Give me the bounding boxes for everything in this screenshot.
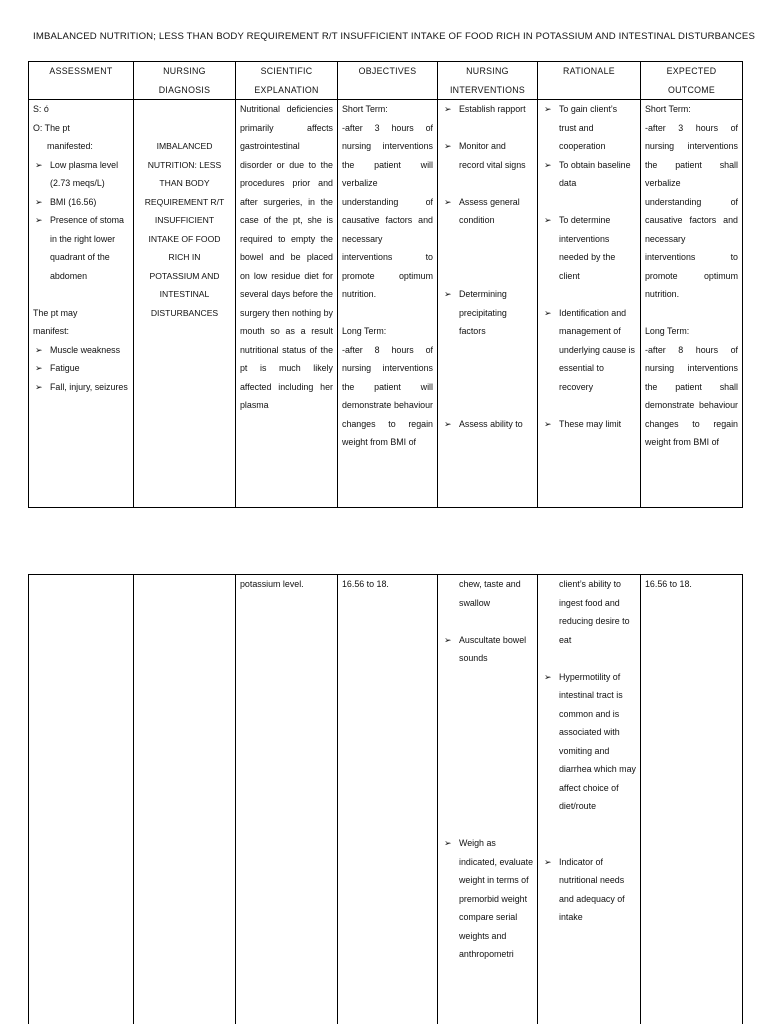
may-manifest-list	[33, 341, 129, 397]
rationale-cell	[538, 575, 641, 1024]
arrow-bullet-icon: ➢	[544, 671, 552, 682]
rationale-cell	[538, 100, 641, 508]
arrow-bullet-icon: ➢	[544, 159, 552, 170]
rationale-list	[542, 100, 636, 433]
interventions-list	[442, 100, 533, 433]
diagnosis-cell	[134, 575, 236, 1024]
list-item: ➢ These may limit	[542, 415, 636, 434]
arrow-bullet-icon: ➢	[544, 856, 552, 867]
long-term-outcome: -after 8 hours of nursing interventions the patient shall demonstrate behaviour changes to regain weight from BMI of	[645, 344, 738, 447]
diagnosis-line: POTASSIUM AND	[149, 270, 220, 281]
care-plan-table-page-1	[28, 61, 743, 508]
arrow-bullet-icon: ➢	[444, 289, 452, 299]
header-nursing-diagnosis: NURSING DIAGNOSIS	[134, 62, 236, 100]
list-item: ➢ Indicator of nutritional needs and adequacy of intake	[542, 853, 636, 927]
list-item: ➢ To gain client’s trust and cooperation	[542, 100, 636, 156]
diagnosis-cell	[134, 100, 236, 508]
diagnosis-line: THAN BODY	[159, 178, 210, 188]
scientific-explanation-text: potassium level.	[240, 579, 304, 589]
arrow-bullet-icon: ➢	[35, 159, 43, 170]
list-item: ➢ Fatigue	[33, 359, 129, 378]
long-term-label: Long Term:	[645, 326, 690, 336]
scientific-explanation-cell	[236, 575, 338, 1024]
interventions-cell	[438, 575, 538, 1024]
list-item: ➢ Low plasma level (2.73 meqs/L)	[33, 156, 129, 193]
list-item: ➢ Monitor and record vital signs	[442, 137, 533, 174]
scientific-explanation-text: Nutritional deficiencies primarily affects gastrointestinal disorder or due to the procedures prior and after surgeries, in the case of the pt, she is required to empty the bowel and be placed on low residue diet for several days before the surgery then nothing by mouth so as a result nutritional status of the pt is much likely affected including her plasma	[240, 104, 333, 410]
list-item: ➢ To determine interventions needed by the client	[542, 211, 636, 285]
may-manifest-label-cont: manifest:	[33, 326, 70, 336]
expected-outcome-cell	[641, 575, 743, 1024]
scientific-explanation-cell	[236, 100, 338, 508]
header-scientific-explanation: SCIENTIFIC EXPLANATION	[236, 62, 338, 100]
short-term-label: Short Term:	[342, 104, 388, 114]
intervention-continued: chew, taste and swallow	[459, 579, 521, 608]
diagnosis-line: DISTURBANCES	[150, 307, 219, 318]
header-nursing-interventions: NURSING INTERVENTIONS	[438, 62, 538, 100]
arrow-bullet-icon: ➢	[35, 215, 43, 225]
list-item: ➢ Fall, injury, seizures	[33, 378, 129, 397]
may-manifest-label: The pt may	[33, 307, 78, 318]
assessment-cell	[29, 100, 134, 508]
objective-label-cont: manifested:	[47, 141, 93, 151]
list-item: ➢ Presence of stoma in the right lower quadrant of the abdomen	[33, 211, 129, 285]
header-assessment: ASSESSMENT	[29, 62, 134, 100]
list-item: ➢ Assess ability to	[442, 415, 533, 434]
header-expected-outcome: EXPECTED OUTCOME	[641, 62, 743, 100]
list-item: ➢ Assess general condition	[442, 193, 533, 230]
arrow-bullet-icon: ➢	[544, 307, 552, 318]
short-term-objective: -after 3 hours of nursing interventions the patient will verbalize understanding of causative factors and necessary interventions to promote optimum nutrition.	[342, 122, 433, 299]
arrow-bullet-icon: ➢	[544, 104, 552, 114]
rationale-list	[542, 668, 636, 927]
short-term-label: Short Term:	[645, 104, 691, 114]
table-header-row	[29, 62, 743, 100]
list-item: ➢ Auscultate bowel sounds	[442, 631, 533, 668]
arrow-bullet-icon: ➢	[35, 196, 43, 207]
arrow-bullet-icon: ➢	[544, 418, 552, 429]
arrow-bullet-icon: ➢	[444, 418, 452, 429]
long-term-outcome: 16.56 to 18.	[645, 579, 692, 589]
header-objectives: OBJECTIVES	[338, 62, 438, 100]
diagnosis-line: RICH IN	[168, 252, 201, 262]
list-item: ➢ BMI (16.56)	[33, 193, 129, 212]
diagnosis-line: INTESTINAL	[159, 289, 210, 299]
list-item: ➢ Hypermotility of intestinal tract is common and is associated with vomiting and diarrhea which may affect choice of diet/route	[542, 668, 636, 816]
diagnosis-line: REQUIREMENT R/T	[144, 196, 225, 207]
arrow-bullet-icon: ➢	[544, 215, 552, 225]
list-item: ➢ Determining precipitating factors	[442, 285, 533, 341]
list-item: ➢ Establish rapport	[442, 100, 533, 119]
diagnosis-line: INTAKE OF FOOD	[148, 233, 221, 244]
arrow-bullet-icon: ➢	[444, 196, 452, 207]
diagnosis-line: INSUFFICIENT	[154, 215, 215, 225]
header-rationale: RATIONALE	[538, 62, 641, 100]
interventions-cell	[438, 100, 538, 508]
long-term-label: Long Term:	[342, 326, 387, 336]
arrow-bullet-icon: ➢	[35, 344, 43, 355]
list-item: ➢ Identification and management of underlying cause is essential to recovery	[542, 304, 636, 397]
arrow-bullet-icon: ➢	[444, 634, 452, 645]
long-term-objective: -after 8 hours of nursing interventions the patient will demonstrate behaviour changes to regain weight from BMI of	[342, 344, 433, 447]
short-term-outcome: -after 3 hours of nursing interventions the patient shall verbalize understanding of causative factors and necessary interventions to promote optimum nutrition.	[645, 122, 738, 299]
interventions-list	[442, 631, 533, 964]
objectives-cell	[338, 575, 438, 1024]
arrow-bullet-icon: ➢	[444, 838, 452, 848]
diagnosis-line: IMBALANCED	[156, 141, 213, 151]
expected-outcome-cell	[641, 100, 743, 508]
arrow-bullet-icon: ➢	[444, 141, 452, 151]
assessment-cell	[29, 575, 134, 1024]
objectives-cell	[338, 100, 438, 508]
arrow-bullet-icon: ➢	[444, 104, 452, 114]
subjective-data: S: ó	[33, 104, 49, 114]
care-plan-table-page-2	[28, 574, 743, 1024]
arrow-bullet-icon: ➢	[35, 381, 43, 392]
table-body-row	[29, 575, 743, 1024]
rationale-continued: client’s ability to ingest food and reducing desire to eat	[559, 579, 630, 645]
arrow-bullet-icon: ➢	[35, 363, 43, 373]
table-body-row	[29, 100, 743, 508]
objective-list	[33, 156, 129, 286]
document-title: IMBALANCED NUTRITION; LESS THAN BODY REQUIREMENT R/T INSUFFICIENT INTAKE OF FOOD RICH IN POTASSIUM AND INTESTINAL DISTURBANCES	[33, 31, 755, 42]
objective-label: O: The pt	[33, 122, 70, 133]
list-item: ➢ Weigh as indicated, evaluate weight in terms of premorbid weight compare serial weights and anthropometri	[442, 834, 533, 964]
diagnosis-line: NUTRITION: LESS	[147, 159, 222, 170]
long-term-objective: 16.56 to 18.	[342, 579, 389, 589]
list-item: ➢ Muscle weakness	[33, 341, 129, 360]
list-item: ➢ To obtain baseline data	[542, 156, 636, 193]
